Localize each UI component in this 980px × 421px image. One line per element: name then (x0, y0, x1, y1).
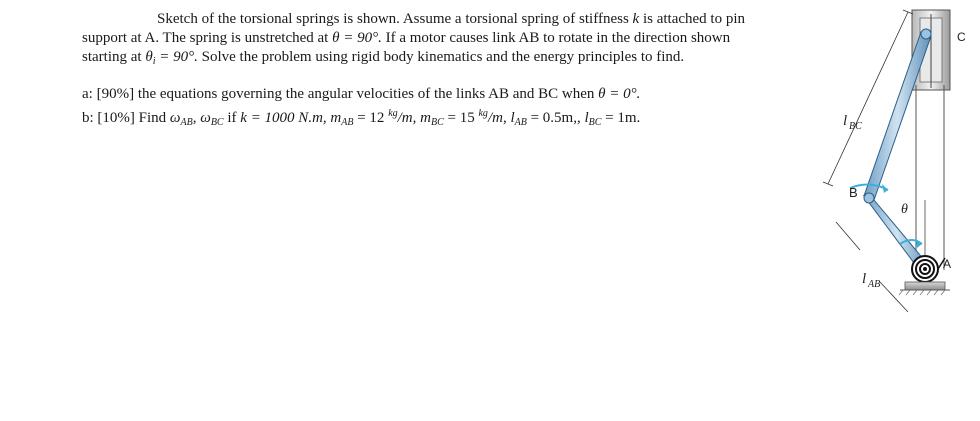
part-b: b: [10%] Find $\omega_{AB}$, $\omega_{BC}$ if k = 1000 N.m, $m_{AB} = 12$ $^{kg}$/m, $m_{BC} = 15$ $^{kg}$/m, $l_{AB} = 0.5m$,, $l_{BC} = 1m$. (82, 108, 641, 128)
omega-bc-subscript: BC (210, 117, 224, 128)
label-theta: θ (901, 202, 908, 217)
intro-text-2b: If a motor causes link AB to rotate in the direction shown (385, 30, 731, 46)
part-a-text: the equations governing the angular velocities of the links AB and BC when (137, 86, 595, 102)
m-ab-value: = 12 (357, 110, 385, 126)
problem-intro-line-2 (82, 29, 802, 48)
k-value: k = 1000 N.m, (240, 110, 327, 126)
l-ab-value: = 0.5m, (530, 110, 577, 126)
label-lbc-sub: BC (849, 121, 862, 132)
omega-bc-symbol: ω (200, 110, 211, 126)
label-a: A (943, 257, 952, 271)
label-lbc: l (843, 113, 848, 129)
per-m-unit-2: /m (487, 110, 503, 126)
m-ab-symbol: m (330, 110, 342, 126)
kg-unit-2: kg (478, 108, 488, 119)
part-a (82, 85, 802, 104)
intro-text-1: Sketch of the torsional springs is shown. Assume a torsional spring of stiffness (157, 11, 629, 27)
m-ab-subscript: AB (341, 117, 354, 128)
theta-initial-subscript: i (152, 56, 156, 67)
omega-ab-symbol: ω (169, 110, 181, 126)
theta-initial-symbol: θ (145, 49, 153, 65)
omega-ab-subscript: AB (180, 117, 193, 128)
label-lab: l (862, 271, 867, 287)
problem-intro-line-3 (82, 48, 802, 71)
pin-support (899, 282, 950, 295)
theta-equation-1: θ = 90°. (332, 30, 382, 46)
if-word: if (227, 110, 237, 126)
kg-unit-1: kg (388, 108, 398, 119)
m-bc-value: = 15 (447, 110, 475, 126)
intro-text-2a: support at A. The spring is unstretched at (82, 30, 329, 46)
intro-text-3a: starting at (82, 49, 142, 65)
label-lab-sub: AB (868, 279, 881, 290)
mechanism-diagram (800, 0, 980, 330)
l-bc-value: = 1m. (605, 110, 641, 126)
intro-text-1-end: is attached to pin (642, 11, 746, 27)
label-b: B (849, 185, 858, 200)
part-b-label: b: [10%] Find (82, 110, 167, 126)
comma-1: , (192, 110, 201, 126)
l-bc-symbol: l (584, 110, 589, 126)
m-bc-symbol: m (420, 110, 431, 126)
mechanism-figure (800, 0, 980, 330)
problem-statement (82, 10, 802, 132)
intro-text-3b: Solve the problem using rigid body kinematics and the energy principles to find. (201, 49, 685, 65)
stiffness-symbol: k (632, 11, 640, 27)
m-bc-subscript: BC (430, 117, 444, 128)
part-a-label: a: [90%] (82, 86, 135, 102)
part-a-theta: θ = 0°. (598, 86, 641, 102)
torsional-spring-icon (912, 256, 945, 282)
l-ab-symbol: l (510, 110, 515, 126)
per-m-unit-1: /m (397, 110, 413, 126)
label-c: C (957, 30, 966, 44)
problem-intro (82, 10, 802, 29)
link-bc (864, 29, 931, 200)
theta-initial-value: = 90°. (159, 49, 198, 65)
l-bc-subscript: BC (588, 117, 602, 128)
l-ab-subscript: AB (514, 117, 527, 128)
